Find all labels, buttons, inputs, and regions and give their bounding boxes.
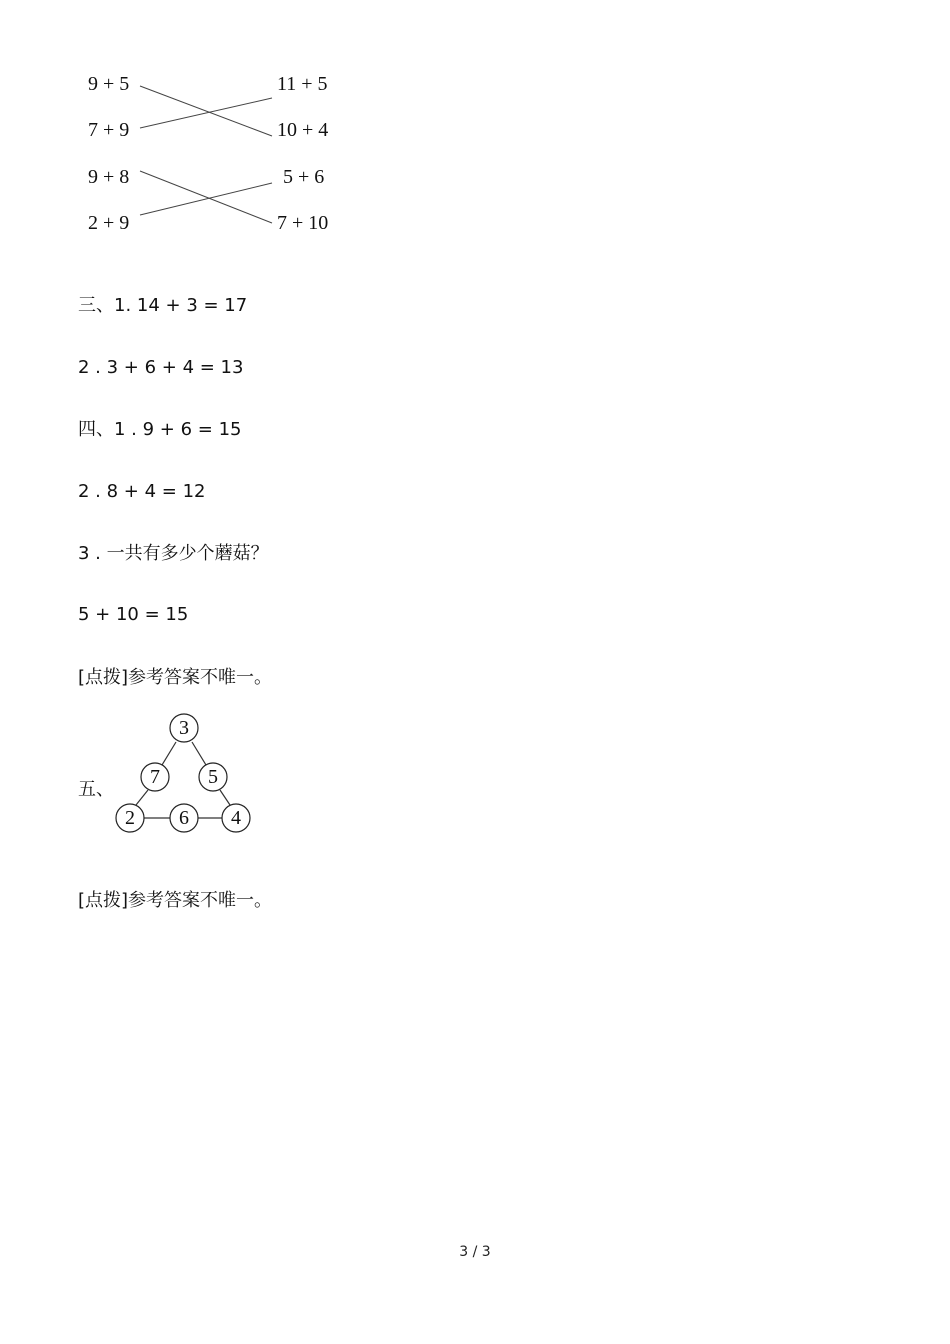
triangle-puzzle bbox=[110, 708, 260, 838]
match-right-3: 5 + 6 bbox=[283, 166, 325, 188]
match-line-3 bbox=[140, 171, 272, 223]
answer-4-2: 2 . 8 + 4 = 12 bbox=[78, 481, 206, 502]
answer-3-1: 三、1. 14 + 3 = 17 bbox=[78, 295, 248, 316]
match-right-2: 10 + 4 bbox=[277, 119, 329, 141]
answer-4-3-equation: 5 + 10 = 15 bbox=[78, 604, 189, 625]
node-left-mid: 7 bbox=[150, 766, 160, 788]
node-right-mid: 5 bbox=[208, 766, 218, 788]
section-five-label: 五、 bbox=[78, 779, 114, 800]
answer-4-3-question: 3 . 一共有多少个蘑菇？ bbox=[78, 543, 269, 564]
match-line-4 bbox=[140, 183, 272, 215]
match-left-3: 9 + 8 bbox=[88, 166, 130, 188]
match-line-1 bbox=[140, 86, 272, 136]
page-number: 3 / 3 bbox=[459, 1244, 491, 1260]
match-left-4: 2 + 9 bbox=[88, 212, 130, 234]
answer-3-2: 2 . 3 + 6 + 4 = 13 bbox=[78, 357, 244, 378]
matching-diagram bbox=[70, 60, 360, 250]
match-left-1: 9 + 5 bbox=[88, 73, 130, 95]
answer-4-1: 四、1 . 9 + 6 = 15 bbox=[78, 419, 242, 440]
match-right-1: 11 + 5 bbox=[277, 73, 328, 95]
hint-note-1: [点拨]参考答案不唯一。 bbox=[78, 667, 273, 688]
match-left-2: 7 + 9 bbox=[88, 119, 130, 141]
match-line-2 bbox=[140, 98, 272, 128]
match-right-4: 7 + 10 bbox=[277, 212, 329, 234]
hint-note-2: [点拨]参考答案不唯一。 bbox=[78, 890, 273, 911]
node-bottom-right: 4 bbox=[231, 807, 241, 829]
node-bottom-mid: 6 bbox=[179, 807, 189, 829]
node-top: 3 bbox=[179, 717, 189, 739]
node-bottom-left: 2 bbox=[125, 807, 135, 829]
